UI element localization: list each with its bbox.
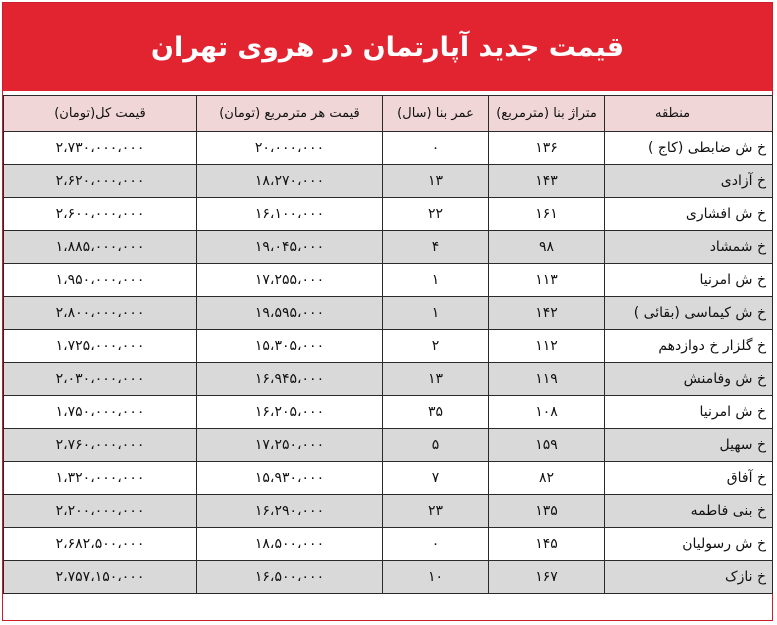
table-row xyxy=(4,297,773,330)
price-per-meter-cell: ۱۶،۲۹۰،۰۰۰ xyxy=(197,495,383,528)
page-title: قیمت جدید آپارتمان در هروی تهران xyxy=(150,31,625,63)
table-row xyxy=(4,363,773,396)
price-per-meter-cell: ۱۶،۵۰۰،۰۰۰ xyxy=(197,561,383,594)
age-cell: ۱۰ xyxy=(383,561,489,594)
total-price-cell: ۲،۰۳۰،۰۰۰،۰۰۰ xyxy=(4,363,197,396)
area-cell: ۱۴۳ xyxy=(489,165,605,198)
total-price-cell: ۱،۹۵۰،۰۰۰،۰۰۰ xyxy=(4,264,197,297)
header-price-per-meter: قیمت هر مترمربع (تومان) xyxy=(197,96,383,132)
total-price-cell: ۱،۳۲۰،۰۰۰،۰۰۰ xyxy=(4,462,197,495)
price-per-meter-cell: ۲۰،۰۰۰،۰۰۰ xyxy=(197,132,383,165)
age-cell: ۳۵ xyxy=(383,396,489,429)
header-area: متراژ بنا (مترمربع) xyxy=(489,96,605,132)
age-cell: ۱ xyxy=(383,297,489,330)
age-cell: ۱ xyxy=(383,264,489,297)
total-price-cell: ۲،۶۲۰،۰۰۰،۰۰۰ xyxy=(4,165,197,198)
region-cell: خ ش امرنیا xyxy=(605,264,773,297)
region-cell: خ نازک xyxy=(605,561,773,594)
area-cell: ۱۶۷ xyxy=(489,561,605,594)
age-cell: ۰ xyxy=(383,528,489,561)
table-row xyxy=(4,264,773,297)
area-cell: ۱۰۸ xyxy=(489,396,605,429)
area-cell: ۸۲ xyxy=(489,462,605,495)
age-cell: ۴ xyxy=(383,231,489,264)
price-table-card xyxy=(2,2,773,621)
area-cell: ۱۱۲ xyxy=(489,330,605,363)
region-cell: خ سهیل xyxy=(605,429,773,462)
price-per-meter-cell: ۱۸،۵۰۰،۰۰۰ xyxy=(197,528,383,561)
table-row xyxy=(4,495,773,528)
total-price-cell: ۲،۷۳۰،۰۰۰،۰۰۰ xyxy=(4,132,197,165)
table-row xyxy=(4,396,773,429)
total-price-cell: ۲،۷۶۰،۰۰۰،۰۰۰ xyxy=(4,429,197,462)
header-region: منطقه xyxy=(605,96,773,132)
price-per-meter-cell: ۱۶،۱۰۰،۰۰۰ xyxy=(197,198,383,231)
table-header-row xyxy=(4,96,773,132)
area-cell: ۱۳۶ xyxy=(489,132,605,165)
price-per-meter-cell: ۱۶،۹۴۵،۰۰۰ xyxy=(197,363,383,396)
region-cell: خ ش وفامنش xyxy=(605,363,773,396)
table-row xyxy=(4,330,773,363)
region-cell: خ ش رسولیان xyxy=(605,528,773,561)
age-cell: ۵ xyxy=(383,429,489,462)
table-row xyxy=(4,429,773,462)
area-cell: ۱۶۱ xyxy=(489,198,605,231)
age-cell: ۱۳ xyxy=(383,363,489,396)
area-cell: ۱۴۲ xyxy=(489,297,605,330)
table-row xyxy=(4,165,773,198)
region-cell: خ آفاق xyxy=(605,462,773,495)
area-cell: ۱۱۹ xyxy=(489,363,605,396)
area-cell: ۱۳۵ xyxy=(489,495,605,528)
total-price-cell: ۲،۲۰۰،۰۰۰،۰۰۰ xyxy=(4,495,197,528)
region-cell: خ ش کیماسی (بقائی ) xyxy=(605,297,773,330)
total-price-cell: ۲،۷۵۷،۱۵۰،۰۰۰ xyxy=(4,561,197,594)
table-row xyxy=(4,198,773,231)
table-row xyxy=(4,132,773,165)
header-total-price: قیمت کل(تومان) xyxy=(4,96,197,132)
region-cell: خ ش افشاری xyxy=(605,198,773,231)
price-per-meter-cell: ۱۹،۰۴۵،۰۰۰ xyxy=(197,231,383,264)
region-cell: خ ش امرنیا xyxy=(605,396,773,429)
table-row xyxy=(4,462,773,495)
table-row xyxy=(4,231,773,264)
age-cell: ۰ xyxy=(383,132,489,165)
age-cell: ۲۲ xyxy=(383,198,489,231)
total-price-cell: ۲،۸۰۰،۰۰۰،۰۰۰ xyxy=(4,297,197,330)
total-price-cell: ۱،۷۲۵،۰۰۰،۰۰۰ xyxy=(4,330,197,363)
title-bar xyxy=(3,3,772,91)
price-per-meter-cell: ۱۷،۲۵۵،۰۰۰ xyxy=(197,264,383,297)
age-cell: ۲ xyxy=(383,330,489,363)
total-price-cell: ۱،۷۵۰،۰۰۰،۰۰۰ xyxy=(4,396,197,429)
age-cell: ۱۳ xyxy=(383,165,489,198)
area-cell: ۹۸ xyxy=(489,231,605,264)
region-cell: خ شمشاد xyxy=(605,231,773,264)
price-per-meter-cell: ۱۹،۵۹۵،۰۰۰ xyxy=(197,297,383,330)
price-per-meter-cell: ۱۷،۲۵۰،۰۰۰ xyxy=(197,429,383,462)
area-cell: ۱۵۹ xyxy=(489,429,605,462)
age-cell: ۷ xyxy=(383,462,489,495)
region-cell: خ گلزار خ دوازدهم xyxy=(605,330,773,363)
region-cell: خ ش ضابطی (کاج ) xyxy=(605,132,773,165)
total-price-cell: ۱،۸۸۵،۰۰۰،۰۰۰ xyxy=(4,231,197,264)
price-per-meter-cell: ۱۶،۲۰۵،۰۰۰ xyxy=(197,396,383,429)
table-row xyxy=(4,561,773,594)
region-cell: خ بنی فاطمه xyxy=(605,495,773,528)
price-per-meter-cell: ۱۵،۹۳۰،۰۰۰ xyxy=(197,462,383,495)
area-cell: ۱۱۳ xyxy=(489,264,605,297)
region-cell: خ آزادی xyxy=(605,165,773,198)
header-age: عمر بنا (سال) xyxy=(383,96,489,132)
age-cell: ۲۳ xyxy=(383,495,489,528)
table-row xyxy=(4,528,773,561)
price-per-meter-cell: ۱۵،۳۰۵،۰۰۰ xyxy=(197,330,383,363)
price-per-meter-cell: ۱۸،۲۷۰،۰۰۰ xyxy=(197,165,383,198)
total-price-cell: ۲،۶۰۰،۰۰۰،۰۰۰ xyxy=(4,198,197,231)
total-price-cell: ۲،۶۸۲،۵۰۰،۰۰۰ xyxy=(4,528,197,561)
price-table xyxy=(3,95,773,594)
area-cell: ۱۴۵ xyxy=(489,528,605,561)
